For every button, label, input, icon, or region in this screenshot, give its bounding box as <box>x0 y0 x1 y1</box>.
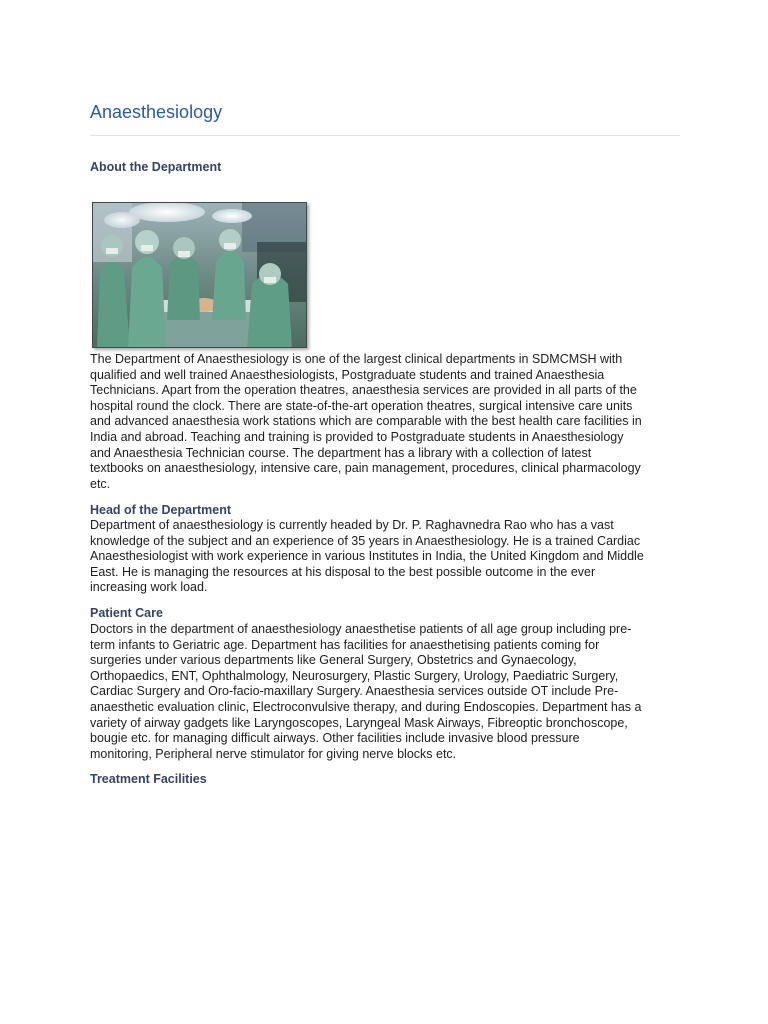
title-divider <box>90 135 680 136</box>
text-line: term infants to Geriatric age. Department has facilities for anaesthetising patients coming for <box>90 637 600 652</box>
text-line: Doctors in the department of anaesthesiology anaesthetise patients of all age group including pre- <box>90 622 632 636</box>
about-paragraph <box>90 352 678 492</box>
text-line: qualified and well trained Anaesthesiologists, Postgraduate students and trained Anaesthesia <box>90 367 605 382</box>
patient-care-paragraph <box>90 622 678 762</box>
text-line: etc. <box>90 476 111 491</box>
text-line: Department of anaesthesiology is currently headed by Dr. P. Raghavnedra Rao who has a vast <box>90 518 614 532</box>
text-line: Technicians. Apart from the operation theatres, anaesthesia services are provided in all parts of the <box>90 383 637 398</box>
head-of-department-heading: Head of the Department <box>90 503 231 517</box>
text-line: knowledge of the subject and an experience of 35 years in Anaesthesiology. He is a trained Cardiac <box>90 533 641 548</box>
treatment-facilities-heading: Treatment Facilities <box>90 772 207 786</box>
text-line: textbooks on anaesthesiology, intensive care, pain management, procedures, clinical pharmacology <box>90 461 641 476</box>
text-line: anaesthetic evaluation clinic, Electroconvulsive therapy, and during Endoscopies. Department has a <box>90 699 642 714</box>
operation-theatre-photo <box>92 202 307 348</box>
text-line: East. He is managing the resources at his disposal to the best possible outcome in the ever <box>90 564 596 579</box>
patient-care-heading: Patient Care <box>90 606 163 620</box>
text-line: bougie etc. for managing difficult airways. Other facilities include invasive blood pressure <box>90 731 580 746</box>
text-line: and Anaesthesia Technician course. The department has a library with a collection of latest <box>90 445 592 460</box>
text-line: surgeries under various departments like General Surgery, Obstetrics and Gynaecology, <box>90 653 577 668</box>
text-line: Anaesthesiologist with work experience in various Institutes in India, the United Kingdom and Middle <box>90 549 644 564</box>
page-title: Anaesthesiology <box>90 102 223 122</box>
about-heading: About the Department <box>90 160 222 174</box>
text-line: hospital round the clock. There are state-of-the-art operation theatres, surgical intensive care units <box>90 398 633 413</box>
text-line: India and abroad. Teaching and training is provided to Postgraduate students in Anaesthesiology <box>90 429 624 444</box>
text-line: The Department of Anaesthesiology is one of the largest clinical departments in SDMCMSH with <box>90 352 623 366</box>
text-line: Cardiac Surgery and Oro-facio-maxillary Surgery. Anaesthesia services outside OT include Pre- <box>90 684 619 699</box>
text-line: variety of airway gadgets like Laryngoscopes, Laryngeal Mask Airways, Fibreoptic bronchoscope, <box>90 715 628 730</box>
text-line: monitoring, Peripheral nerve stimulator for giving nerve blocks etc. <box>90 746 457 761</box>
text-line: Orthopaedics, ENT, Ophthalmology, Neurosurgery, Plastic Surgery, Urology, Paediatric Surgery, <box>90 668 619 683</box>
head-paragraph <box>90 518 678 596</box>
text-line: increasing work load. <box>90 580 208 595</box>
text-line: and advanced anaesthesia work stations which are comparable with the best health care facilities in <box>90 414 642 429</box>
